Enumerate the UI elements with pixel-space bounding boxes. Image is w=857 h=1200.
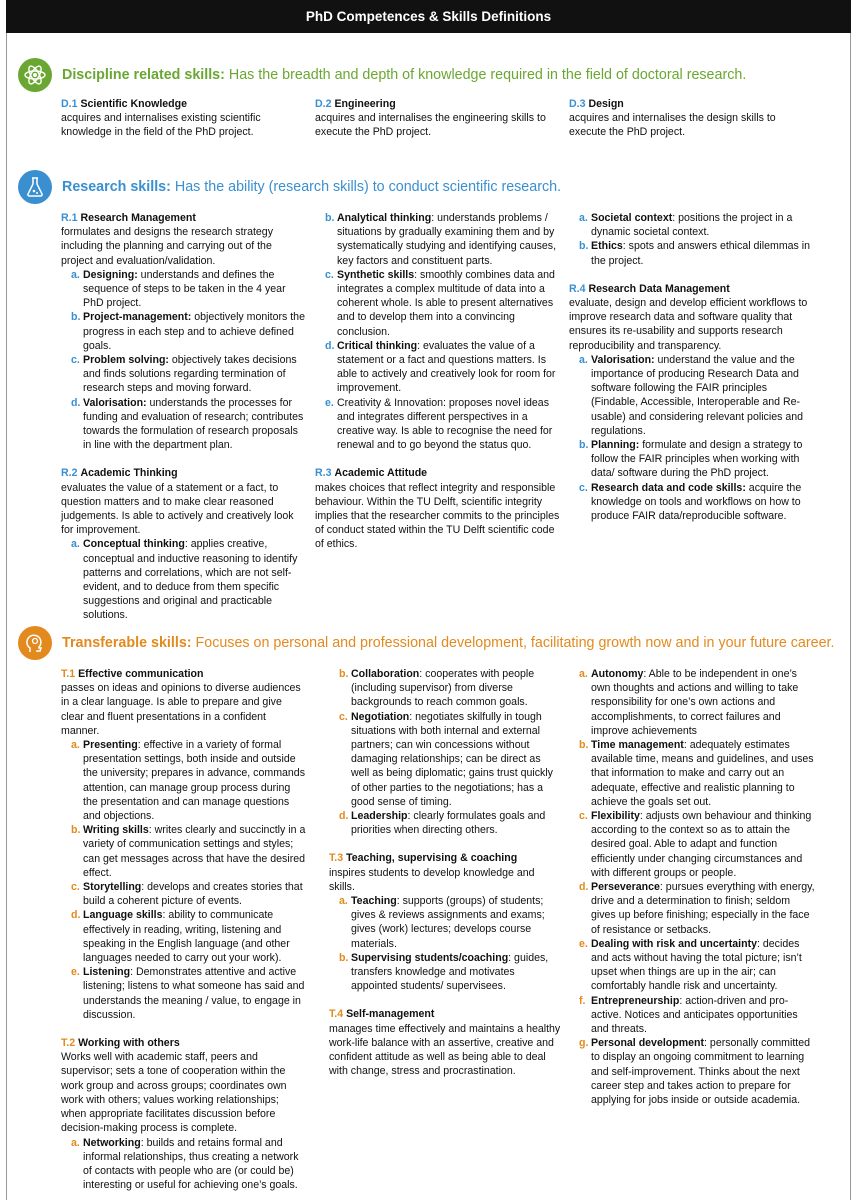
discipline-item-d2 [315,97,563,140]
item-name: Engineering [334,98,396,110]
sub-text: : Able to be independent in one’s own thoughts and actions and willing to take responsibility for one’s own actions and accomplishments, to correct failures and improve achievements [591,668,799,737]
list-marker: a. [71,268,80,281]
t4-sub-d [579,880,817,937]
t1-sub-e [71,965,307,1022]
r1-name: Research Management [80,212,196,224]
sub-label: Research data and code skills: [591,481,746,494]
sub-label: Analytical thinking [337,212,432,224]
sub-label: Conceptual thinking [83,538,185,551]
t3-sublist [329,894,561,993]
t2-text: Works well with academic staff, peers and supervisor; sets a tone of cooperation within the work group and across groups; coordinates own work with others; values working relationships; when appropriate facilitates discussion before decision-making process is complete. [61,1051,287,1135]
sub-text: : adjusts own behaviour and thinking according to the context so as to attain the desired goal. Able to adapt and function efficiently under changing circumstances and with different groups or people. [591,810,812,879]
sub-label: Leadership [351,810,408,823]
r2-sub-d [325,339,560,396]
sub-label: Writing skills [83,824,149,837]
transferable-title: Transferable skills: [62,634,192,651]
r3-sub-b [579,239,817,267]
sub-text: understands and defines the sequence of steps to be taken in the 4 year PhD project. [83,268,286,310]
list-marker: d. [71,396,81,409]
t1-sublist [61,738,307,1022]
sub-label: Language skills [83,909,163,922]
sub-label: Listening [83,966,131,979]
list-marker: c. [579,481,588,494]
list-marker: c. [71,881,80,894]
sub-text: : guides, transfers knowledge and motivates appointed students/ supervisees. [351,951,549,993]
list-marker: g. [579,1037,589,1050]
sub-label: Autonomy [591,668,644,680]
sub-text: : ability to communicate effectively in reading, writing, listening and speaking in the English language (and other languages needed to carry out your work). [83,909,290,965]
sub-text: Creativity & Innovation: proposes novel ideas and integrates different perspectives in a creative way. Is able to recognise the need for renewal and to go beyond the status quo. [337,396,553,452]
research-column-1 [61,211,305,623]
t3-name: Teaching, supervising & coaching [346,852,518,865]
sub-text: : action-driven and pro-active. Notices and anticipates opportunities and threats. [591,994,798,1036]
t4-sub-a [579,667,817,738]
r4-text: evaluate, design and develop efficient workflows to improve research data and software quality that ensures its re-usability and supports research reproducibility and transparency. [569,297,808,352]
transferable-subtitle: Focuses on personal and professional development, facilitating growth now and in your future career. [195,634,835,651]
r3-code: R.3 [315,467,332,480]
sub-text: acquire the knowledge on tools and workflows on how to produce FAIR data/reproducible software. [591,481,802,523]
head-icon [18,626,52,660]
sub-text: : clearly formulates goals and priorities when directing others. [351,810,546,837]
sub-text: formulate and design a strategy to follow the FAIR principles when working with data/ software during the PhD project. [591,439,803,480]
sub-label: Time management [591,739,684,752]
r4-code: R.4 [569,282,586,295]
t4-code: T.4 [329,1008,344,1021]
t2-sub-d [339,809,561,837]
research-title: Research skills: [62,178,171,195]
sub-label: Problem solving: [83,354,169,367]
list-marker: e. [579,937,588,950]
sub-label: Valorisation: [83,396,147,409]
list-marker: e. [71,966,80,979]
sub-label: Dealing with risk and uncertainty [591,937,758,950]
r2-sub-a [71,537,305,622]
list-marker: b. [71,311,81,324]
list-marker: a. [339,895,348,908]
list-marker: b. [579,240,589,253]
t2-sub-a [71,1136,307,1193]
sub-text: objectively monitors the progress in each step and to achieve defined goals. [83,311,305,352]
sub-text: : adequately estimates available time, means and guidelines, and uses that information to make and carry out an adequate, effective and realistic planning to achieve the goals set out. [591,739,814,808]
t4-sub-c [579,809,817,880]
sub-label: Critical thinking [337,339,418,352]
sub-text: : Demonstrates attentive and active listening; listens to what someone has said and understands the meaning / value, to engage in discussion. [83,966,305,1021]
t1-sub-b [71,823,307,880]
research-column-3 [569,211,817,523]
list-marker: d. [579,881,589,894]
sub-label: Teaching [351,895,397,908]
list-marker: a. [579,212,588,224]
list-marker: a. [71,538,80,551]
sub-text: objectively takes decisions and finds solutions regarding termination of research steps and moving forward. [83,354,297,395]
r4-sublist [569,353,817,523]
r2-sub-e [325,396,560,453]
list-marker: c. [579,810,588,823]
t2-sublist-cont [329,667,561,837]
item-text: acquires and internalises the engineering skills to execute the PhD project. [315,112,546,139]
t4-name: Self-management [346,1008,435,1021]
t2-name: Working with others [78,1037,180,1050]
item-name: Scientific Knowledge [80,98,187,110]
t3-code: T.3 [329,852,344,865]
r3-text: makes choices that reflect integrity and responsible behaviour. Within the TU Delft, scientific integrity implies that the researcher commits to the principles of conduct stated within the TU Delft scientific code of ethics. [315,481,560,551]
discipline-title: Discipline related skills: [62,66,225,83]
sub-text: : smoothly combines data and integrates a complex multitude of data into a coherent whole. Is able to present alternatives and to develop them into a convincing conclusion. [337,268,555,338]
t1-sub-d [71,908,307,965]
r3-sublist [569,211,817,268]
t4-sublist [569,667,817,1107]
sub-text: : pursues everything with energy, drive and a determination to finish; seldom gives up before finishing; especially in the face of resistance or setbacks. [591,881,815,936]
list-marker: a. [71,739,80,752]
r2-code: R.2 [61,467,78,480]
sub-text: : understands problems / situations by gradually examining them and by systematically studying and identifying causes, key factors and constituent parts. [337,212,557,267]
sub-label: Flexibility [591,810,640,823]
t4-sub-f [579,994,817,1037]
research-column-2 [315,211,560,552]
list-marker: a. [579,353,588,366]
t1-code: T.1 [61,668,76,680]
list-marker: b. [339,668,349,680]
transferable-column-2 [329,667,561,1078]
list-marker: a. [579,668,588,680]
sub-text: : applies creative, conceptual and inductive reasoning to identify patterns and correlations, which are not self-evident, and to deduce from them specific suggestions and original and practicable solutions. [83,538,298,622]
r1-text: formulates and designs the research strategy including the planning and carrying out of the project and evaluation/validation. [61,226,273,267]
r1-sublist [61,268,305,453]
sub-label: Supervising students/coaching [351,951,509,964]
list-marker: c. [71,354,80,367]
item-code: D.3 [569,98,586,110]
r1-sub-d [71,396,305,453]
transferable-section-title [62,635,835,652]
t4-sub-g [579,1036,817,1107]
research-section-title [62,179,561,196]
r3-sub-a [579,211,817,239]
sub-text: : positions the project in a dynamic societal context. [591,212,793,239]
transferable-column-1 [61,667,307,1192]
t1-sub-a [71,738,307,823]
sub-text: : builds and retains formal and informal relationships, thus creating a network of contacts with people who are (or could be) interesting or useful for achieving one’s goals. [83,1136,299,1192]
list-marker: b. [325,212,335,224]
sub-label: Planning: [591,439,640,452]
atom-icon [18,58,52,92]
r1-code: R.1 [61,212,78,224]
list-marker: b. [579,439,589,452]
sub-text: : decides and acts without having the total picture; isn’t upset when things are up in the air; can comfortably handle risk and uncertainty. [591,937,802,993]
item-name: Design [588,98,624,110]
r4-sub-a [579,353,817,438]
t3-sub-a [339,894,561,951]
discipline-section-title [62,67,746,84]
t2-sub-b [339,667,561,710]
sub-text: : cooperates with people (including supervisor) from diverse backgrounds to reach common goals. [351,668,535,709]
t4-sub-b [579,738,817,809]
r4-name: Research Data Management [588,282,730,295]
sub-text: : spots and answers ethical dilemmas in the project. [591,240,811,267]
sub-label: Presenting [83,739,138,752]
list-marker: b. [71,824,81,837]
transferable-column-3 [569,667,817,1107]
list-marker: a. [71,1136,80,1149]
discipline-item-d1 [61,97,306,140]
sub-text: : personally committed to display an ongoing commitment to learning and self-improvement. Thinks about the next career step and takes action to prepare for applying for jobs inside or outside academia. [591,1037,811,1107]
page-title: PhD Competences & Skills Definitions [6,0,851,33]
sub-text: : writes clearly and succinctly in a variety of communication settings and styles; can get messages across that have the desired effect. [83,824,306,879]
sub-label: Project-management: [83,311,192,324]
sub-label: Personal development [591,1037,705,1050]
r1-sub-c [71,353,305,396]
t3-sub-b [339,951,561,994]
discipline-section-header [18,58,746,92]
t4-text: manages time effectively and maintains a healthy work-life balance with an assertive, creative and confident attitude as well as being able to deal with change, stress and procrastination. [329,1022,561,1078]
flask-icon [18,170,52,204]
sub-text: : effective in a variety of formal presentation settings, both inside and outside the university; prepares in advance, commands attention, can manage group process during the presentation and can manage questions and objections. [83,739,305,823]
r3-name: Academic Attitude [334,467,428,480]
list-marker: e. [325,396,334,409]
t1-text: passes on ideas and opinions to diverse audiences in a clear language. Is able to prepare and give clear and fluent presentations in a confident manner. [61,682,301,737]
sub-text: understands the processes for funding and evaluation of research; contributes towards the formulation of research proposals in line with the department plan. [83,396,304,452]
sub-text: : develops and creates stories that build a coherent picture of events. [83,881,303,908]
r2-sublist-start [61,537,305,622]
sub-label: Storytelling [83,881,142,894]
t4-sub-e [579,937,817,994]
item-text: acquires and internalises existing scientific knowledge in the field of the PhD project. [61,112,261,139]
sub-label: Designing: [83,268,138,281]
t2-sub-c [339,710,561,809]
r2-text: evaluates the value of a statement or a fact, to question matters and to make clear reasoned judgements. Is able to actively and creatively look for improvement. [61,481,294,537]
list-marker: b. [579,739,589,752]
r2-sublist-cont [315,211,560,452]
list-marker: d. [71,909,81,922]
discipline-item-d3 [569,97,814,140]
t1-sub-c [71,880,307,908]
r2-sub-b [325,211,560,268]
r4-sub-c [579,481,817,524]
t3-text: inspires students to develop knowledge and skills. [329,866,535,893]
r4-sub-b [579,438,817,481]
t2-sublist-start [61,1136,307,1193]
research-subtitle: Has the ability (research skills) to conduct scientific research. [174,178,562,195]
research-section-header [18,170,561,204]
discipline-subtitle: Has the breadth and depth of knowledge required in the field of doctoral research. [228,66,747,83]
sub-label: Societal context [591,212,673,224]
sub-label: Perseverance [591,881,660,894]
item-code: D.2 [315,98,332,110]
r1-sub-a [71,268,305,311]
sub-label: Synthetic skills [337,268,415,281]
list-marker: b. [339,951,349,964]
t1-name: Effective communication [78,668,204,680]
r2-sub-c [325,268,560,339]
item-code: D.1 [61,98,78,110]
item-text: acquires and internalises the design skills to execute the PhD project. [569,112,776,139]
sub-text: : evaluates the value of a statement or a fact and questions matters. Is able to actively and creatively look for room for improvement. [337,339,556,395]
sub-label: Networking [83,1136,141,1149]
sub-label: Ethics [591,240,623,253]
r2-name: Academic Thinking [80,467,178,480]
sub-text: : negotiates skilfully in tough situations with both internal and external partners; can win concessions without damaging relationships; can be direct as well as being diplomatic; gains trust quickly of other parties to the negotiations; has a good sense of timing. [351,710,553,808]
t2-code: T.2 [61,1037,76,1050]
sub-text: understand the value and the importance of producing Research Data and software following the FAIR principles (Findable, Accessible, Interoperable and Re-usable) and considering relevant policies and regulations. [591,353,804,437]
list-marker: f. [579,994,586,1007]
sub-label: Valorisation: [591,353,655,366]
transferable-section-header [18,626,835,660]
r1-sub-b [71,310,305,353]
list-marker: d. [325,339,335,352]
list-marker: c. [339,710,348,723]
list-marker: c. [325,268,334,281]
sub-label: Collaboration [351,668,420,680]
sub-label: Entrepreneurship [591,994,680,1007]
sub-label: Negotiation [351,710,410,723]
list-marker: d. [339,810,349,823]
sub-text: : supports (groups) of students; gives & reviews assignments and exams; gives (work) lectures; develops course materials. [351,895,545,950]
